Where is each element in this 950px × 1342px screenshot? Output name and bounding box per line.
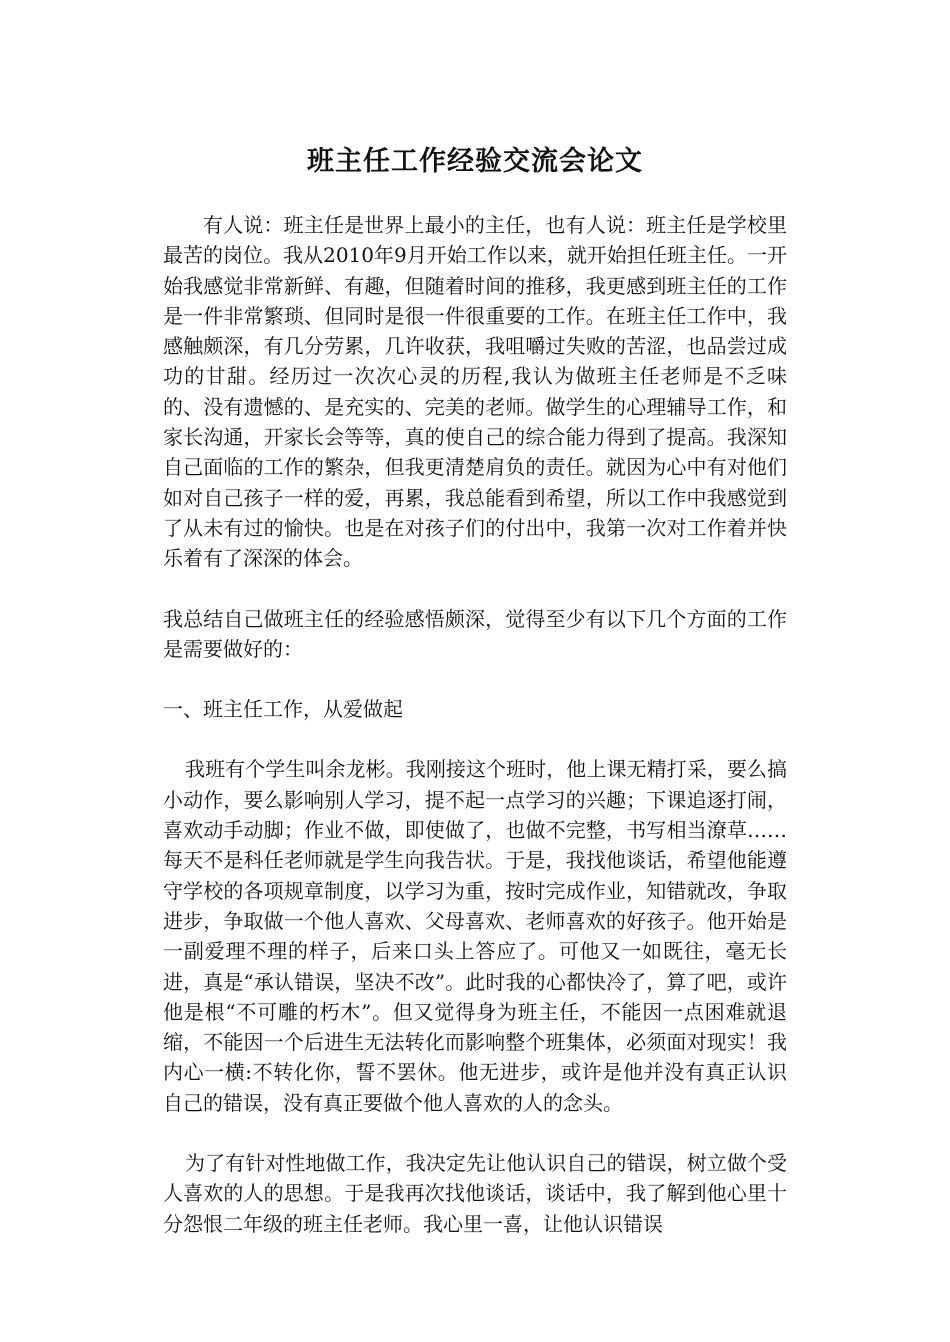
paragraph-gap	[163, 724, 787, 754]
paragraph-intro: 有人说：班主任是世界上最小的主任，也有人说：班主任是学校里最苦的岗位。我从2010年9月开始工作以来，就开始担任班主任。一开始我感觉非常新鲜、有趣，但随着时间的推移，我更感到班主任的工作是一件非常繁琐、但同时是很一件很重要的工作。在班主任工作中，我感触颇深，有几分劳累，几许收获，我咀嚼过失败的苦涩，也品尝过成功的甘甜。经历过一次次心灵的历程,我认为做班主任老师是不乏味的、没有遗憾的、是充实的、完美的老师。做学生的心理辅导工作，和家长沟通，开家长会等等，真的使自己的综合能力得到了提高。我深知自己面临的工作的繁杂，但我更清楚肩负的责任。就因为心中有对他们如对自己孩子一样的爱，再累，我总能看到希望，所以工作中我感觉到了从未有过的愉快。也是在对孩子们的付出中，我第一次对工作着并快乐着有了深深的体会。	[163, 213, 787, 571]
paragraph-gap	[163, 664, 787, 694]
document-title: 班主任工作经验交流会论文	[307, 146, 643, 177]
paragraph-approach: 为了有针对性地做工作，我决定先让他认识自己的错误，树立做个受人喜欢的人的思想。于是我再次找他谈话，谈话中，我了解到他心里十分怨恨二年级的班主任老师。我心里一喜，让他认识错误	[163, 1151, 787, 1236]
document-body	[163, 210, 787, 1239]
paragraph-gap	[163, 1118, 787, 1148]
section-heading: 一、班主任工作，从爱做起	[163, 697, 403, 722]
paragraph-gap	[163, 574, 787, 604]
paragraph-summary: 我总结自己做班主任的经验感悟颇深，觉得至少有以下几个方面的工作是需要做好的：	[163, 606, 787, 661]
paragraph-student-story: 我班有个学生叫余龙彬。我刚接这个班时，他上课无精打采，要么搞小动作，要么影响别人学习，提不起一点学习的兴趣；下课追逐打闹，喜欢动手动脚；作业不做，即使做了，也做不完整，书写相当潦草……每天不是科任老师就是学生向我告状。于是，我找他谈话，希望他能遵守学校的各项规章制度，以学习为重，按时完成作业，知错就改，争取进步，争取做一个他人喜欢、父母喜欢、老师喜欢的好孩子。他开始是一副爱理不理的样子，后来口头上答应了。可他又一如既往，毫无长进，真是“承认错误，坚决不改”。此时我的心都快冷了，算了吧，或许他是根“不可雕的朽木”。但又觉得身为班主任，不能因一点困难就退缩，不能因一个后进生无法转化而影响整个班集体，必须面对现实！我内心一横:不转化你，誓不罢休。他无进步，或许是他并没有真正认识自己的错误，没有真正要做个他人喜欢的人的念头。	[163, 757, 787, 1115]
